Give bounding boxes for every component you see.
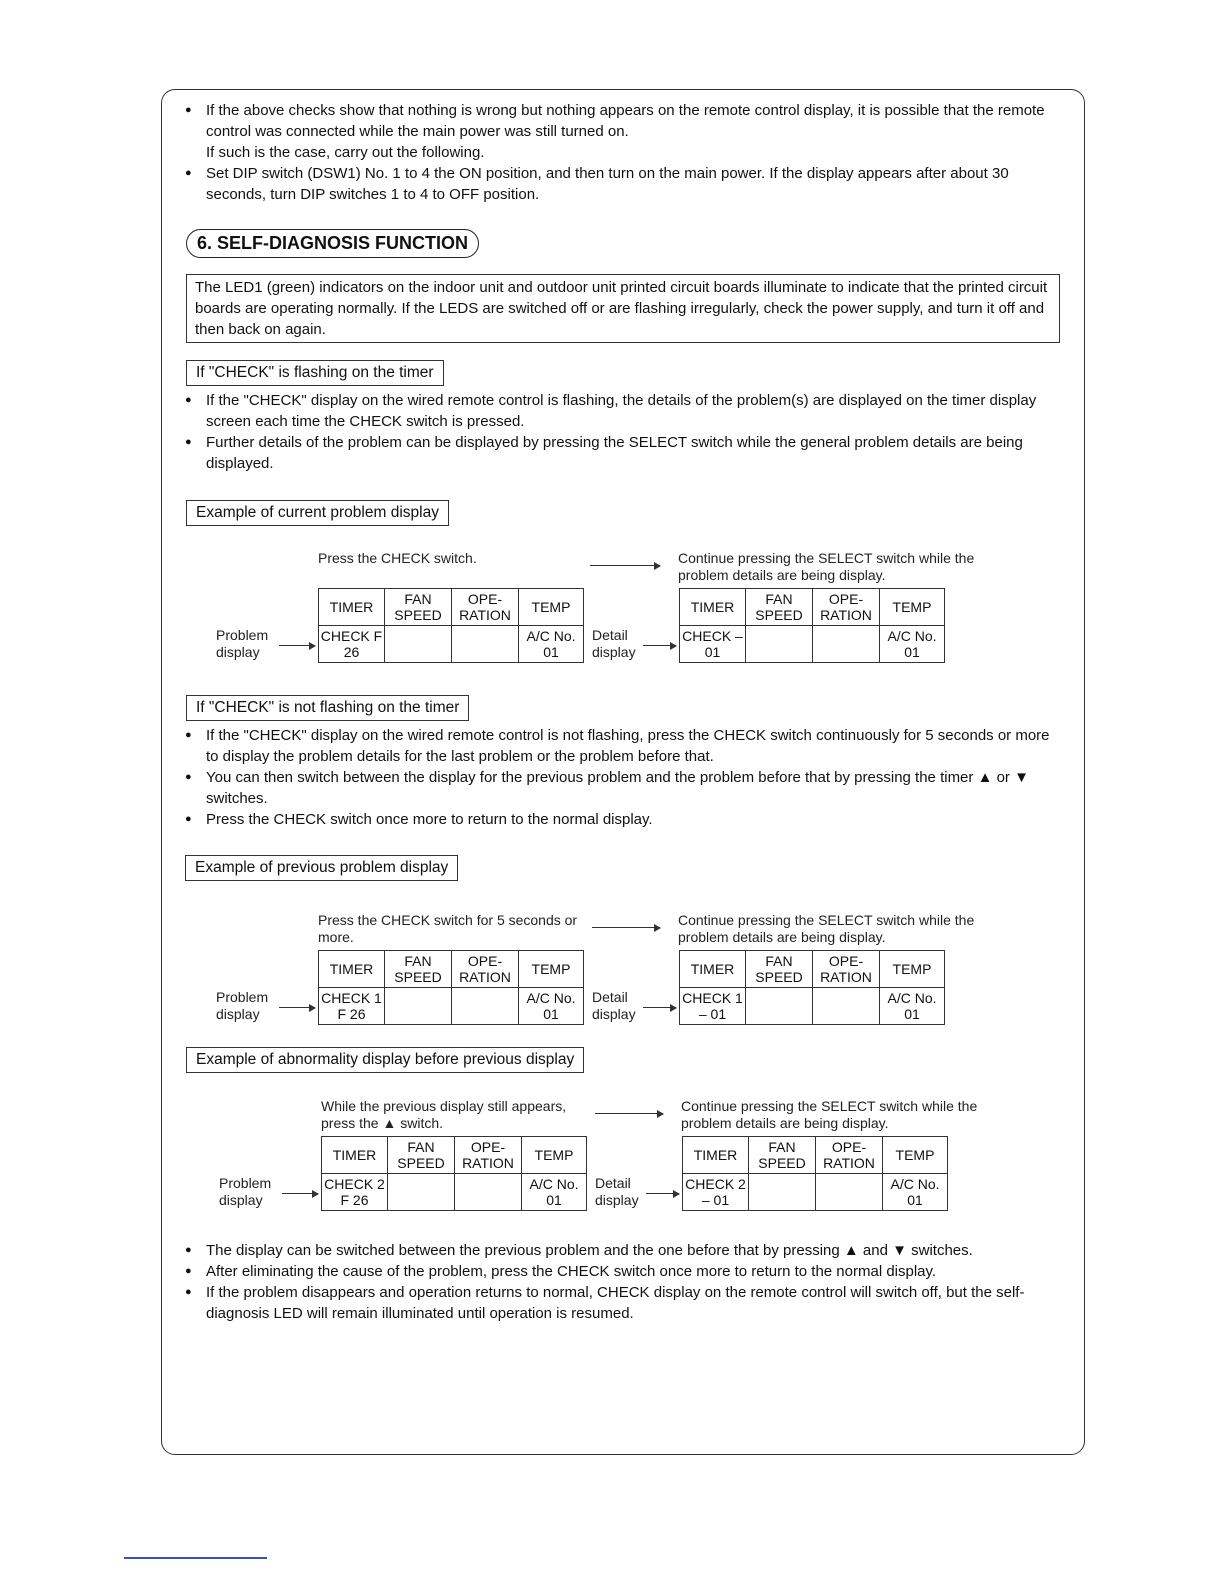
list-item: ● If the above checks show that nothing is wrong but nothing appears on the remote control display, it is possible that the remote control was connected while the main power was still turned on. <box>185 100 1065 142</box>
operation-value <box>816 1174 883 1211</box>
arrow-right-icon <box>595 1113 663 1114</box>
detail-display-label: Detail display <box>595 1175 639 1208</box>
flashing-label: If "CHECK" is flashing on the timer <box>186 360 444 386</box>
header-fan-speed: FAN SPEED <box>388 1137 455 1174</box>
header-temp: TEMP <box>880 589 945 626</box>
header-temp: TEMP <box>519 589 584 626</box>
operation-value <box>813 988 880 1025</box>
example1-label: Example of current problem display <box>186 500 449 526</box>
header-temp: TEMP <box>883 1137 948 1174</box>
intro-box: The LED1 (green) indicators on the indoor unit and outdoor unit printed circuit boards illuminate to indicate that the printed circuit boards are operating normally. If the LEDS are switched off or are flashing irregularly, check the power supply, and turn it off and then back on again. <box>186 274 1060 343</box>
header-operation: OPE-RATION <box>816 1137 883 1174</box>
header-timer: TIMER <box>680 951 746 988</box>
section-title: 6. SELF-DIAGNOSIS FUNCTION <box>186 229 479 258</box>
temp-value: A/C No. 01 <box>880 626 945 663</box>
example1-problem-table <box>318 588 584 663</box>
header-timer: TIMER <box>322 1137 388 1174</box>
header-timer: TIMER <box>680 589 746 626</box>
header-timer: TIMER <box>683 1137 749 1174</box>
timer-value: CHECK – 01 <box>680 626 746 663</box>
footer-rule <box>124 1557 267 1559</box>
list-item: ● Set DIP switch (DSW1) No. 1 to 4 the ON position, and then turn on the main power. If the display appears after about 30 seconds, turn DIP switches 1 to 4 to OFF position. <box>185 163 1065 205</box>
detail-display-label: Detail display <box>592 989 636 1022</box>
header-operation: OPE-RATION <box>455 1137 522 1174</box>
list-item: ● If the "CHECK" display on the wired remote control is not flashing, press the CHECK switch continuously for 5 seconds or more to display the problem details for the last problem or the problem before that. <box>185 725 1065 767</box>
fan-value <box>388 1174 455 1211</box>
header-fan-speed: FAN SPEED <box>385 951 452 988</box>
operation-value <box>452 626 519 663</box>
fan-value <box>746 988 813 1025</box>
example2-problem-table <box>318 950 584 1025</box>
temp-value: A/C No. 01 <box>519 626 584 663</box>
bottom-notes <box>185 1240 1065 1324</box>
arrow-right-icon <box>279 645 315 646</box>
arrow-right-icon <box>646 1193 679 1194</box>
temp-value: A/C No. 01 <box>880 988 945 1025</box>
header-operation: OPE-RATION <box>452 589 519 626</box>
header-temp: TEMP <box>519 951 584 988</box>
arrow-right-icon <box>279 1007 315 1008</box>
header-operation: OPE-RATION <box>813 951 880 988</box>
top-notes <box>185 100 1065 205</box>
fan-value <box>746 626 813 663</box>
fan-value <box>749 1174 816 1211</box>
header-fan-speed: FAN SPEED <box>385 589 452 626</box>
list-item: ● Further details of the problem can be displayed by pressing the SELECT switch while the general problem details are being displayed. <box>185 432 1055 474</box>
example3-right-caption: Continue pressing the SELECT switch while the problem details are being display. <box>681 1098 978 1131</box>
fan-value <box>385 626 452 663</box>
header-fan-speed: FAN SPEED <box>749 1137 816 1174</box>
timer-value: CHECK 2 F 26 <box>322 1174 388 1211</box>
list-item: ● If the "CHECK" display on the wired remote control is flashing, the details of the problem(s) are displayed on the timer display screen each time the CHECK switch is pressed. <box>185 390 1055 432</box>
example1-left-caption: Press the CHECK switch. <box>318 550 477 566</box>
arrow-right-icon <box>643 1007 676 1008</box>
arrow-right-icon <box>590 565 660 566</box>
example2-left-caption: Press the CHECK switch for 5 seconds or more. <box>318 912 578 945</box>
header-temp: TEMP <box>522 1137 587 1174</box>
fan-value <box>385 988 452 1025</box>
header-timer: TIMER <box>319 951 385 988</box>
temp-value: A/C No. 01 <box>519 988 584 1025</box>
detail-display-label: Detail display <box>592 627 636 660</box>
operation-value <box>452 988 519 1025</box>
example3-label: Example of abnormality display before previous display <box>186 1047 584 1073</box>
timer-value: CHECK 1 – 01 <box>680 988 746 1025</box>
timer-value: CHECK F 26 <box>319 626 385 663</box>
temp-value: A/C No. 01 <box>883 1174 948 1211</box>
list-item: ● If the problem disappears and operation returns to normal, CHECK display on the remote control will switch off, but the self-diagnosis LED will remain illuminated until operation is resumed. <box>185 1282 1065 1324</box>
problem-display-label: Problem display <box>219 1175 272 1208</box>
top-note: If such is the case, carry out the following. <box>206 144 485 161</box>
example1-right-caption: Continue pressing the SELECT switch while the problem details are being display. <box>678 550 975 583</box>
timer-value: CHECK 2 – 01 <box>683 1174 749 1211</box>
list-item: ● The display can be switched between the previous problem and the one before that by pressing ▲ and ▼ switches. <box>185 1240 1065 1261</box>
flashing-bullets <box>185 390 1055 474</box>
operation-value <box>455 1174 522 1211</box>
example2-label: Example of previous problem display <box>185 855 458 881</box>
header-fan-speed: FAN SPEED <box>746 951 813 988</box>
operation-value <box>813 626 880 663</box>
arrow-right-icon <box>643 645 676 646</box>
temp-value: A/C No. 01 <box>522 1174 587 1211</box>
example3-left-caption: While the previous display still appears, press the ▲ switch. <box>321 1098 567 1131</box>
example2-detail-table <box>679 950 945 1025</box>
header-operation: OPE-RATION <box>452 951 519 988</box>
example1-detail-table <box>679 588 945 663</box>
list-item: ● After eliminating the cause of the problem, press the CHECK switch once more to return to the normal display. <box>185 1261 1065 1282</box>
problem-display-label: Problem display <box>216 989 269 1022</box>
header-operation: OPE-RATION <box>813 589 880 626</box>
not-flashing-label: If "CHECK" is not flashing on the timer <box>186 695 469 721</box>
header-timer: TIMER <box>319 589 385 626</box>
problem-display-label: Problem display <box>216 627 269 660</box>
list-item: ● Press the CHECK switch once more to return to the normal display. <box>185 809 1065 830</box>
example2-right-caption: Continue pressing the SELECT switch while the problem details are being display. <box>678 912 975 945</box>
arrow-right-icon <box>282 1193 318 1194</box>
not-flashing-bullets <box>185 725 1065 830</box>
timer-value: CHECK 1 F 26 <box>319 988 385 1025</box>
header-fan-speed: FAN SPEED <box>746 589 813 626</box>
example3-problem-table <box>321 1136 587 1211</box>
list-item: ● You can then switch between the display for the previous problem and the problem before that by pressing the timer ▲ or ▼ switches. <box>185 767 1065 809</box>
example3-detail-table <box>682 1136 948 1211</box>
arrow-right-icon <box>592 927 660 928</box>
header-temp: TEMP <box>880 951 945 988</box>
